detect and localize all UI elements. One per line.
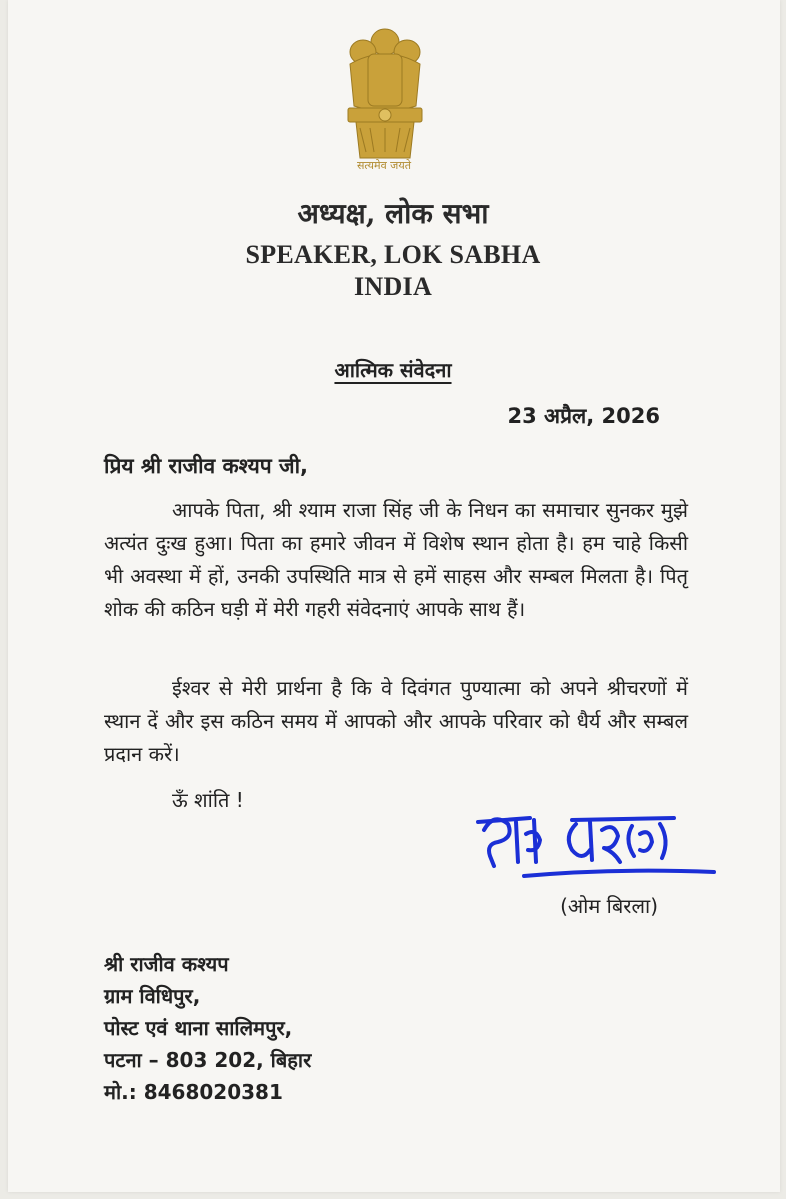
national-emblem-icon	[330, 24, 440, 174]
handwritten-signature	[464, 800, 734, 896]
closing-line: ऊँ शांति !	[172, 788, 244, 812]
body-paragraph-1	[104, 494, 688, 626]
address-line: मो.: 8468020381	[104, 1080, 283, 1104]
office-title-hindi: अध्यक्ष, लोक सभा	[297, 197, 489, 230]
body-paragraph-2	[104, 672, 688, 771]
address-line: पटना – 803 202, बिहार	[104, 1048, 312, 1072]
paragraph-1-text: आपके पिता, श्री श्याम राजा सिंह जी के निधन का समाचार सुनकर मुझे अत्यंत दुःख हुआ। पिता का हमारे जीवन में विशेष स्थान होता है। हम चाहे किसी भी अवस्था में हों, उनकी उपस्थिति मात्र से हमें साहस और सम्बल मिलता है। पितृ शोक की कठिन घड़ी में मेरी गहरी संवेदनाएं आपके साथ हैं।	[104, 498, 688, 621]
subject-text: आत्मिक संवेदना	[334, 358, 452, 382]
emblem-motto: सत्यमेव जयते	[356, 159, 411, 172]
salutation: प्रिय श्री राजीव कश्यप जी,	[104, 454, 309, 478]
letter-date: 23 अप्रैल, 2026	[507, 404, 660, 428]
address-line: श्री राजीव कश्यप	[104, 952, 229, 976]
signatory-name: (ओम बिरला)	[560, 894, 658, 918]
address-line: ग्राम विधिपुर,	[104, 984, 201, 1008]
address-line: पोस्ट एवं थाना सालिमपुर,	[104, 1016, 293, 1040]
office-country: INDIA	[353, 272, 433, 301]
recipient-address	[104, 948, 311, 1108]
letter-subject	[0, 356, 786, 383]
paragraph-2-text: ईश्वर से मेरी प्रार्थना है कि वे दिवंगत पुण्यात्मा को अपने श्रीचरणों में स्थान दें और इस कठिन समय में आपको और आपके परिवार को धैर्य और सम्बल प्रदान करें।	[104, 676, 688, 766]
office-title-english: SPEAKER, LOK SABHA	[245, 240, 541, 269]
